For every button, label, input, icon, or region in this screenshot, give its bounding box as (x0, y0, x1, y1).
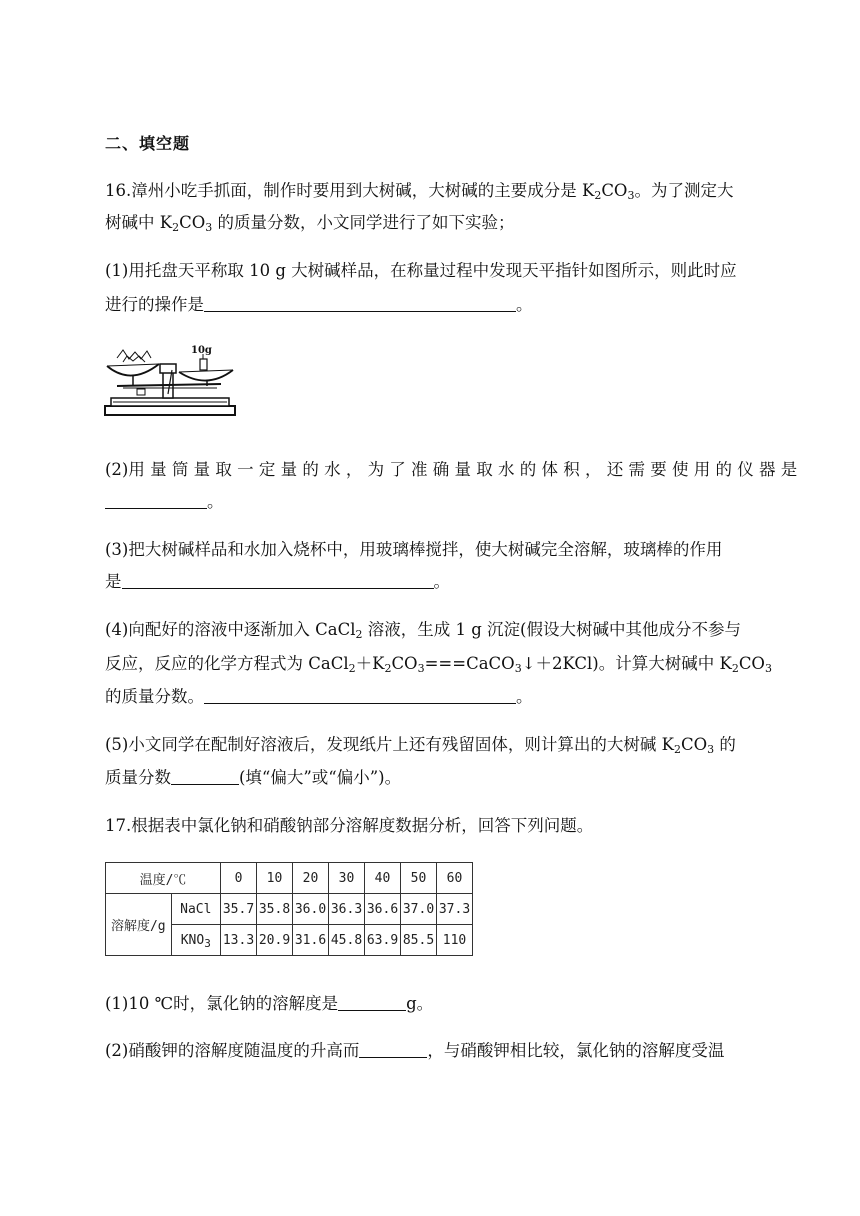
temp-header: 温度/℃ (106, 863, 221, 894)
temp-cell: 30 (329, 863, 365, 894)
solubility-label: 溶解度/g (106, 894, 172, 956)
row-name-kno3: $KNO_3$ (171, 925, 220, 956)
temp-cell: 60 (437, 863, 473, 894)
q16-line-2: 树碱中 $K_2CO_3$ 的质量分数，小文同学进行了如下实验； (105, 213, 515, 234)
answer-blank[interactable] (204, 295, 516, 312)
temp-cell: 40 (365, 863, 401, 894)
q16-part5-line-1: (5)小文同学在配制好溶液后，发现纸片上还有残留固体，则计算出的大树碱 $K_2CO_3$ 的 (105, 735, 736, 756)
answer-blank[interactable] (204, 687, 516, 704)
q16-line-1: 16.漳州小吃手抓面，制作时要用到大树碱，大树碱的主要成分是 $K_2CO_3$。为了测定大 (105, 181, 734, 202)
q16-part1-line-1: (1)用托盘天平称取 10 g 大树碱样品，在称量过程中发现天平指针如图所示，则此时应 (105, 261, 737, 280)
q17-intro: 17.根据表中氯化钠和硝酸钠部分溶解度数据分析，回答下列问题。 (105, 816, 594, 835)
q16-part3-line-2: 是 。 (105, 572, 450, 591)
table-cell: 36.3 (329, 894, 365, 925)
row-name-nacl: NaCl (171, 894, 220, 925)
q16-part2-line-2: 。 (105, 490, 757, 514)
answer-blank[interactable] (338, 994, 406, 1011)
table-cell: 13.3 (221, 925, 257, 956)
table-cell: 63.9 (365, 925, 401, 956)
section-title: 二、填空题 (105, 134, 191, 153)
q17-part2: (2)硝酸钾的溶解度随温度的升高而 ，与硝酸钾相比较，氯化钠的溶解度受温 (105, 1041, 725, 1060)
q16-part2-line-1: (2)用 量 筒 量 取 一 定 量 的 水 ， 为 了 准 确 量 取 水 的 体 积 ， 还 需 要 使 用 的 仪 器 是 (105, 460, 798, 479)
table-cell: 36.6 (365, 894, 401, 925)
temp-cell: 20 (293, 863, 329, 894)
q16-part4-line-3: 的质量分数。 。 (105, 687, 533, 706)
answer-blank[interactable] (171, 768, 239, 785)
answer-blank[interactable] (359, 1041, 427, 1058)
table-cell: 110 (437, 925, 473, 956)
answer-blank[interactable] (122, 572, 434, 589)
weight-label: 10g (191, 345, 212, 356)
table-cell: 85.5 (401, 925, 437, 956)
temp-cell: 50 (401, 863, 437, 894)
q16-part3-line-1: (3)把大树碱样品和水加入烧杯中，用玻璃棒搅拌，使大树碱完全溶解，玻璃棒的作用 (105, 540, 723, 559)
balance-scale-figure (103, 342, 237, 424)
solubility-table (105, 862, 473, 956)
q16-part5-line-2: 质量分数 (填“偏大”或“偏小”)。 (105, 768, 402, 787)
temp-cell: 0 (221, 863, 257, 894)
table-cell: 37.3 (437, 894, 473, 925)
q16-part1-line-2: 进行的操作是 。 (105, 295, 533, 314)
q17-part1: (1)10 ℃时，氯化钠的溶解度是 g。 (105, 994, 434, 1013)
table-cell: 35.7 (221, 894, 257, 925)
q16-part4-line-2: 反应，反应的化学方程式为 $CaCl_2+K_2CO_3===CaCO_3↓+2KCl$)。计算大树碱中 $K_2CO_3$ (105, 654, 772, 675)
table-cell: 31.6 (293, 925, 329, 956)
answer-blank[interactable] (105, 492, 207, 509)
q16-part4-line-1: (4)向配好的溶液中逐渐加入 CaCl$_2$ 溶液，生成 1 g 沉淀(假设大树碱中其他成分不参与 (105, 620, 741, 641)
table-cell: 45.8 (329, 925, 365, 956)
table-cell: 20.9 (257, 925, 293, 956)
table-cell: 37.0 (401, 894, 437, 925)
table-cell: 35.8 (257, 894, 293, 925)
table-cell: 36.0 (293, 894, 329, 925)
temp-cell: 10 (257, 863, 293, 894)
